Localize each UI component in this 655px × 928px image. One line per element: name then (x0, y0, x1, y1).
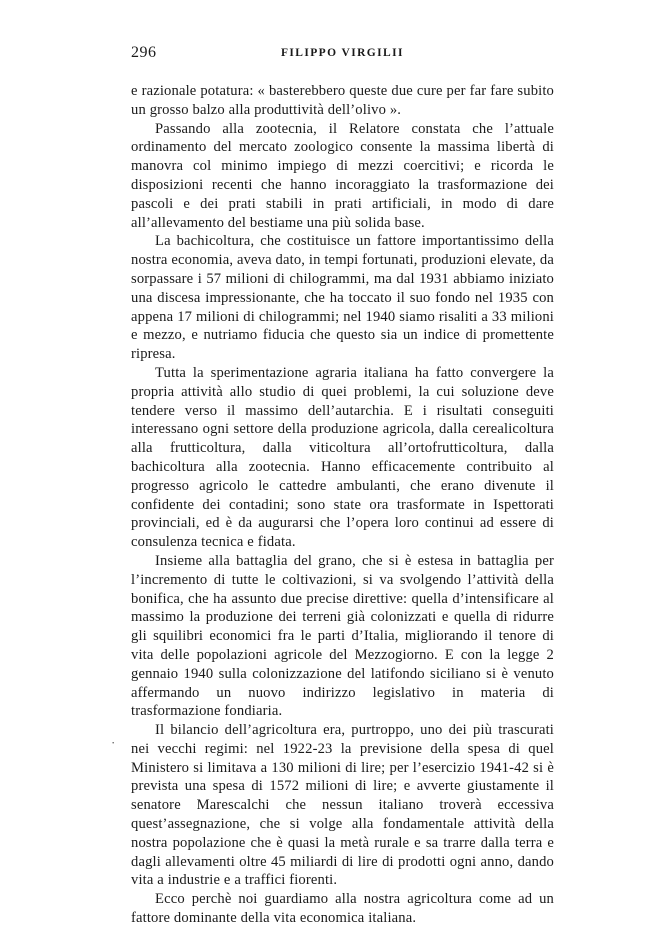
paragraph-silkworm-breeding: La bachicoltura, che costituisce un fattore importantissimo della nostra economia, aveva dato, in tempi fortunati, produzioni elevate, da sorpassare i 57 milioni di chilogrammi, ma dal 1931 abbiamo iniziato una discesa impressionante, che ha toccato il suo fondo nel 1935 con appena 17 milioni di chilogrammi; nel 1940 siamo risaliti a 33 milioni e mezzo, e nutriamo fiducia che questo sia un indice di promettente ripresa. (131, 233, 554, 363)
paragraph-agriculture-budget: Il bilancio dell’agricoltura era, purtroppo, uno dei più trascurati nei vecchi regimi: nel 1922-23 la previsione della spesa di quel Ministero si limitava a 130 milioni di lire; per l’esercizio 1941-42 si è prevista una spesa di 1572 milioni di lire; e avverte giustamente il senatore Marescalchi che nessun italiano troverà eccessiva quest’assegnazione, che si volge alla fondamentale attività della nostra popolazione che è quasi la metà rurale e sa trarre dalla terra e dagli allevamenti oltre 45 miliardi di lire di prodotti ogni anno, dando vita a industrie e a traffici fiorenti. (131, 722, 554, 889)
paragraph-zootechnics: Passando alla zootecnia, il Relatore constata che l’attuale ordinamento del mercato zoologico consente la massima libertà di manovra col minimo impiego di mezzi coercitivi; e ricorda le disposizioni recenti che hanno incoraggiato la trasformazione dei pascoli e dei prati stabili in prati artificiali, in modo di dare all’allevamento del bestiame una più solida base. (131, 120, 554, 231)
page-number: 296 (131, 44, 157, 61)
paragraph-conclusion: Ecco perchè noi guardiamo alla nostra agricoltura come ad un fattore dominante della vita economica italiana. (131, 891, 554, 927)
paragraph-land-reclamation: Insieme alla battaglia del grano, che si è estesa in battaglia per l’incremento di tutte le coltivazioni, si va svolgendo l’attività della bonifica, che ha assunto due precise direttive: quella d’intensificare al massimo la produzione dei terreni già colonizzati e quella di ridurre gli squilibri economici fra le parti d’Italia, migliorando il tenore di vita delle popolazioni agricole del Mezzogiorno. E con la legge 2 gennaio 1940 sulla colonizzazione del latifondo siciliano si è venuto affermando un nuovo indirizzo legislativo in materia di trasformazione fondiaria. (131, 552, 554, 720)
page-header (131, 44, 531, 68)
body-text (131, 82, 554, 928)
running-head: FILIPPO VIRGILII (281, 47, 404, 59)
paragraph-agricultural-research: Tutta la sperimentazione agraria italiana ha fatto convergere la propria attività allo studio di quei problemi, la cui soluzione deve tendere verso il massimo dell’autarchia. E i risultati conseguiti interessano ogni settore della produzione agricola, dalla cerealicoltura alla frutticoltura, dalla viticoltura all’ortofrutticoltura, dalla bachicoltura alla zootecnia. Hanno efficacemente contribuito al progresso agricolo le cattedre ambulanti, che erano divenute il confidente dei contadini; sono state ora trasformate in Ispettorati provinciali, ed è da augurarsi che l’opera loro continui ad essere di consulenza tecnica e fidata. (131, 364, 554, 551)
margin-speck: · (111, 735, 116, 750)
paragraph-olive-pruning: e razionale potatura: « basterebbero queste due cure per far fare subito un grosso balzo alla produttività dell’olivo ». (131, 83, 554, 118)
